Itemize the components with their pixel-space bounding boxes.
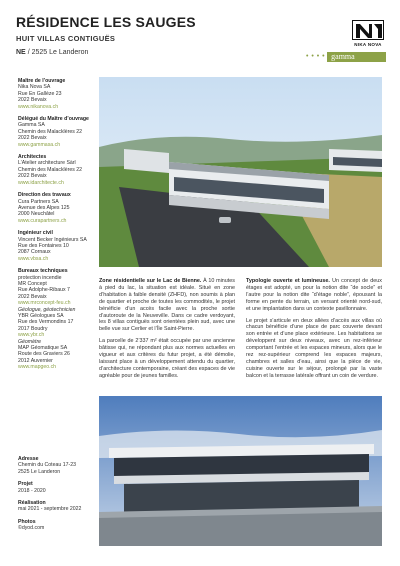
credit-subtitle: protection incendie <box>18 274 62 281</box>
credit-line: Rue des Vermondins 17 <box>18 319 74 326</box>
info-photos <box>18 519 94 532</box>
location-text: / 2525 Le Landeron <box>27 49 89 56</box>
photo-villas-facade <box>99 396 382 546</box>
credits-sidebar <box>18 78 94 377</box>
paragraph-lead: Typologie ouverte et lumineuse. <box>246 278 330 284</box>
info-line: mai 2021 - septembre 2022 <box>18 506 82 513</box>
credit-line: MR Concept <box>18 280 47 287</box>
credit-line: MAP Géomatique SA <box>18 345 68 352</box>
info-title: Adresse <box>18 456 39 462</box>
credit-line: 2087 Cornaux <box>18 249 51 256</box>
credit-architectes <box>18 154 94 186</box>
info-line: ©dyod.com <box>18 525 45 532</box>
credit-link[interactable]: www.nikanova.ch <box>18 103 59 110</box>
header <box>16 14 386 66</box>
info-line: 2018 - 2020 <box>18 487 46 494</box>
gamma-dots: • • • • <box>306 53 326 60</box>
credit-line: Chemin des Malacklères 22 <box>18 166 83 173</box>
info-projet <box>18 481 94 494</box>
gamma-label: gamma <box>327 52 386 62</box>
credit-link[interactable]: www.mapgeo.ch <box>18 364 57 371</box>
logo-text: NIKA NOVA <box>354 42 382 47</box>
info-title: Projet <box>18 481 33 488</box>
credit-bureaux <box>18 268 94 371</box>
nika-nova-logo <box>352 20 384 47</box>
credit-ingenieur <box>18 230 94 262</box>
paragraph <box>246 278 382 313</box>
info-line: 2525 Le Landeron <box>18 468 61 475</box>
credit-line: Rue des Fontaines 10 <box>18 242 69 249</box>
photo-villas-aerial <box>99 77 382 267</box>
project-info <box>18 456 94 538</box>
credit-link[interactable]: www.curapartners.ch <box>18 217 67 224</box>
credit-title: Bureaux techniques <box>18 268 68 275</box>
credit-line: 2022 Bevaix <box>18 173 47 180</box>
credit-line: 2012 Auvernier <box>18 357 53 364</box>
paragraph-body: Un concept de deux étages est adopté, un pour la notion dite “de socle” et l’autre pour la notion dite “d’étage noble”, épousant la forme en pente du terrain, un versant orienté nord-sud, et une implantation dans un contexte pavillonnaire. <box>246 278 382 312</box>
page-title: RÉSIDENCE LES SAUGES <box>16 14 196 30</box>
credit-link[interactable]: www.ybr.ch <box>18 332 45 339</box>
credit-title: Direction des travaux <box>18 192 71 199</box>
credit-title: Délégué du Maître d’ouvrage <box>18 116 89 123</box>
credit-line: Cura Partners SA <box>18 198 59 205</box>
gamma-logo <box>306 52 386 62</box>
credit-link[interactable]: www.gammasa.ch <box>18 141 61 148</box>
credit-title: Maître de l’ouvrage <box>18 78 66 84</box>
info-title: Photos <box>18 518 36 525</box>
paragraph: Le projet s’articule en deux allées d’accès aux villas où chacun bénéficie d’une place de parc couverte devant son entrée et d’une place extérieure. Les habitations se développent sur deux niveaux, avec un rez-inférieur comportant l’entrée et les espaces mineurs, alors que le rez rez-supérieur comprend les espaces majeurs, chambres et salles d’eau, ainsi que la pièce de vie, cuisine ouverte sur le séjour, prolongé par la vaste balcon et la terrasse latérale offrant un coin de verdure. <box>246 317 382 379</box>
credit-title: Ingénieur civil <box>18 230 53 237</box>
credit-line: Avenue des Alpes 125 <box>18 204 70 211</box>
credit-maitre <box>18 78 94 110</box>
text-column-right <box>246 278 382 385</box>
credit-line: Vincent Becker Ingénieurs SA <box>18 236 87 243</box>
credit-line: Rue Adolphe-Ribaux 7 <box>18 287 70 294</box>
text-column-left <box>99 278 235 385</box>
credit-line: YBR Géologues SA <box>18 313 64 319</box>
credit-line: Chemin des Malacklères 22 <box>18 128 83 135</box>
credit-line: 2022 Bevaix <box>18 97 47 104</box>
credit-line: Rue En Gallèze 23 <box>18 90 62 97</box>
location-code: NE <box>16 49 26 56</box>
credit-line: 2000 Neuchâtel <box>18 211 55 218</box>
credit-title: Architectes <box>18 154 47 161</box>
credit-subtitle: Géomètre <box>18 338 42 345</box>
credit-line: Gamma SA <box>18 122 45 129</box>
info-title: Réalisation <box>18 500 46 507</box>
credit-link[interactable]: www.mrconcept-feu.ch <box>18 300 71 307</box>
credit-link[interactable]: www.idarchitecte.ch <box>18 179 64 186</box>
logo-mark-icon <box>352 20 384 40</box>
credit-line: Nika Nova SA <box>18 84 51 91</box>
credit-direction <box>18 192 94 224</box>
credit-line: 2022 Bevaix <box>18 135 47 142</box>
paragraph: La parcelle de 2’337 m² était occupée par une ancienne bâtisse qui, ne répondant plus aux normes actuelles en vigueur et aux critères du futur projet, a été démolie, laissant place à un développement attendu du quartier, d’architecture contemporaine, créant des espaces de vie agréable pour de jeunes familles. <box>99 338 235 379</box>
credit-subtitle: Géologue, géotechnicien <box>18 306 76 313</box>
info-line: Chemin du Coteau 17-23 <box>18 462 76 469</box>
paragraph-body: À 10 minutes à pied du lac, la situation est idéale. Situé en zone d’habitation à faible densité (ZHFD), non soumis à plan de quartier et proche de toutes les commodités, le projet bénéficie d’un accès facile avec la proche sortie d’autoroute de la Neuveville. Dans ce cadre verdoyant, les 8 villas contiguës sont orientées plein sud, avec une belle vue sur Cerlier et l’Île Saint-Pierre. <box>99 278 235 333</box>
info-realisation <box>18 500 94 513</box>
credit-delegue <box>18 116 94 148</box>
credit-line: Route des Graviers 26 <box>18 351 70 358</box>
paragraph <box>99 278 235 333</box>
credit-line: L’Atelier architecture Sàrl <box>18 160 76 167</box>
credit-line: 2017 Boudry <box>18 325 48 332</box>
page-subtitle: HUIT VILLAS CONTIGUËS <box>16 34 116 43</box>
credit-link[interactable]: www.vbsa.ch <box>18 255 49 262</box>
paragraph-lead: Zone résidentielle sur le Lac de Bienne. <box>99 278 202 284</box>
credit-line: 2022 Bevaix <box>18 293 47 300</box>
info-adresse <box>18 456 94 475</box>
